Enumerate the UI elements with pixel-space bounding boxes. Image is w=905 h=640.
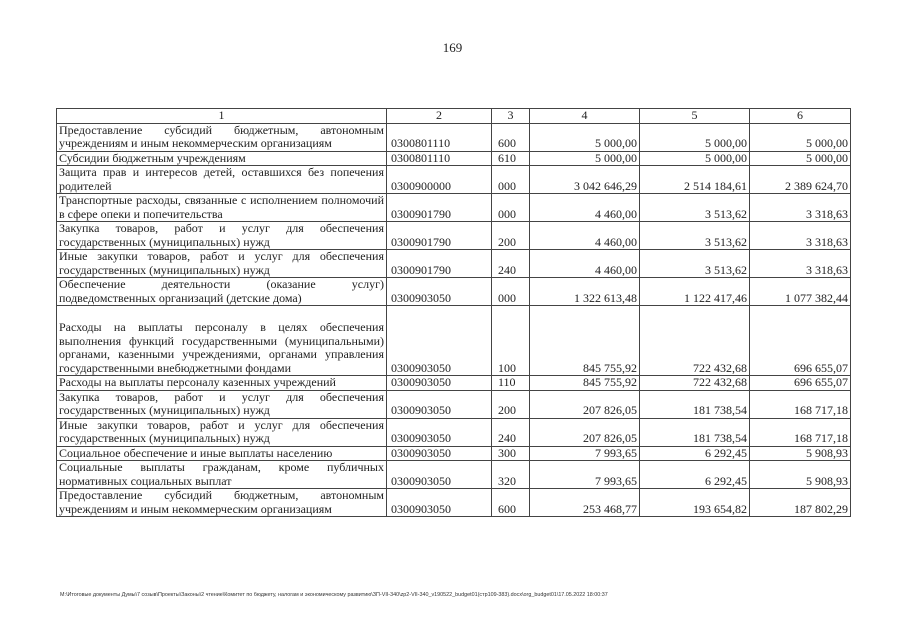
row-value-cell: 193 654,82 (640, 489, 750, 517)
row-value-cell: 2 514 184,61 (640, 166, 750, 194)
table-row (57, 166, 851, 194)
row-name-cell: Социальные выплаты гражданам, кроме публичных нормативных социальных выплат (57, 461, 387, 489)
row-code-cell: 0300901790 (387, 250, 492, 278)
table-row (57, 376, 851, 391)
row-value-cell: 3 513,62 (640, 194, 750, 222)
row-name-cell: Транспортные расходы, связанные с исполнением полномочий в сфере опеки и попечительства (57, 194, 387, 222)
row-value-cell: 3 042 646,29 (530, 166, 640, 194)
row-value-cell: 168 717,18 (750, 418, 851, 446)
header-cell: 2 (387, 109, 492, 124)
table-row (57, 390, 851, 418)
table-row (57, 461, 851, 489)
row-value-cell: 5 000,00 (750, 123, 851, 151)
row-kvr-cell: 240 (492, 250, 530, 278)
row-value-cell: 845 755,92 (530, 306, 640, 376)
row-kvr-cell: 100 (492, 306, 530, 376)
budget-table (56, 108, 851, 517)
row-kvr-cell: 240 (492, 418, 530, 446)
row-kvr-cell: 600 (492, 123, 530, 151)
table-row (57, 151, 851, 166)
row-value-cell: 181 738,54 (640, 390, 750, 418)
row-name-cell: Иные закупки товаров, работ и услуг для обеспечения государственных (муниципальных) нужд (57, 250, 387, 278)
row-value-cell: 4 460,00 (530, 222, 640, 250)
table-header-row (57, 109, 851, 124)
row-kvr-cell: 300 (492, 446, 530, 461)
row-name-cell: Расходы на выплаты персоналу в целях обеспечения выполнения функций государственными (муниципальными) органами, казенными учреждениями, органами управления государственными внебюджетными фондами (57, 306, 387, 376)
row-value-cell: 722 432,68 (640, 376, 750, 391)
header-cell: 1 (57, 109, 387, 124)
row-value-cell: 696 655,07 (750, 376, 851, 391)
row-kvr-cell: 320 (492, 461, 530, 489)
row-code-cell: 0300903050 (387, 278, 492, 306)
row-value-cell: 7 993,65 (530, 461, 640, 489)
table-row (57, 489, 851, 517)
row-value-cell: 168 717,18 (750, 390, 851, 418)
row-value-cell: 3 318,63 (750, 222, 851, 250)
row-kvr-cell: 610 (492, 151, 530, 166)
table-row (57, 194, 851, 222)
table-row (57, 250, 851, 278)
row-value-cell: 253 468,77 (530, 489, 640, 517)
table-row (57, 123, 851, 151)
row-code-cell: 0300903050 (387, 418, 492, 446)
row-code-cell: 0300903050 (387, 446, 492, 461)
row-kvr-cell: 000 (492, 194, 530, 222)
row-code-cell: 0300801110 (387, 123, 492, 151)
file-path-footer: M:\Итоговые документы Думы\7 созыв\Проекты\Законы\2 чтение\Комитет по бюджету, налогам и экономическому развитию\ЗП-VII-340\zp2-VII-340_v190522_budget01(стр109-383).docx\org_budget01\17.05.2022 18:00:37 (60, 592, 608, 598)
row-value-cell: 1 322 613,48 (530, 278, 640, 306)
row-code-cell: 0300900000 (387, 166, 492, 194)
header-cell: 4 (530, 109, 640, 124)
row-value-cell: 5 000,00 (530, 123, 640, 151)
row-name-cell: Субсидии бюджетным учреждениям (57, 151, 387, 166)
row-value-cell: 1 122 417,46 (640, 278, 750, 306)
row-name-cell: Закупка товаров, работ и услуг для обеспечения государственных (муниципальных) нужд (57, 390, 387, 418)
row-code-cell: 0300903050 (387, 306, 492, 376)
row-value-cell: 187 802,29 (750, 489, 851, 517)
row-value-cell: 3 318,63 (750, 250, 851, 278)
row-value-cell: 845 755,92 (530, 376, 640, 391)
row-code-cell: 0300901790 (387, 194, 492, 222)
row-name-cell: Закупка товаров, работ и услуг для обеспечения государственных (муниципальных) нужд (57, 222, 387, 250)
row-kvr-cell: 110 (492, 376, 530, 391)
row-value-cell: 5 908,93 (750, 446, 851, 461)
row-value-cell: 6 292,45 (640, 446, 750, 461)
row-value-cell: 2 389 624,70 (750, 166, 851, 194)
header-cell: 5 (640, 109, 750, 124)
row-name-cell: Расходы на выплаты персоналу казенных учреждений (57, 376, 387, 391)
row-value-cell: 722 432,68 (640, 306, 750, 376)
row-value-cell: 6 292,45 (640, 461, 750, 489)
row-value-cell: 7 993,65 (530, 446, 640, 461)
row-name-cell: Социальное обеспечение и иные выплаты населению (57, 446, 387, 461)
row-value-cell: 5 000,00 (750, 151, 851, 166)
table-row (57, 446, 851, 461)
row-kvr-cell: 000 (492, 278, 530, 306)
header-cell: 3 (492, 109, 530, 124)
row-kvr-cell: 000 (492, 166, 530, 194)
row-name-cell: Иные закупки товаров, работ и услуг для обеспечения государственных (муниципальных) нужд (57, 418, 387, 446)
row-value-cell: 4 460,00 (530, 250, 640, 278)
row-value-cell: 181 738,54 (640, 418, 750, 446)
row-code-cell: 0300903050 (387, 489, 492, 517)
header-cell: 6 (750, 109, 851, 124)
table-row (57, 306, 851, 376)
row-value-cell: 1 077 382,44 (750, 278, 851, 306)
row-value-cell: 5 000,00 (640, 123, 750, 151)
row-code-cell: 0300903050 (387, 376, 492, 391)
row-code-cell: 0300903050 (387, 390, 492, 418)
table-row (57, 222, 851, 250)
table-row (57, 418, 851, 446)
row-value-cell: 5 000,00 (530, 151, 640, 166)
row-value-cell: 3 318,63 (750, 194, 851, 222)
row-value-cell: 4 460,00 (530, 194, 640, 222)
row-kvr-cell: 600 (492, 489, 530, 517)
row-name-cell: Предоставление субсидий бюджетным, автономным учреждениям и иным некоммерческим организациям (57, 123, 387, 151)
row-value-cell: 5 908,93 (750, 461, 851, 489)
row-kvr-cell: 200 (492, 390, 530, 418)
row-value-cell: 3 513,62 (640, 222, 750, 250)
row-value-cell: 207 826,05 (530, 418, 640, 446)
row-code-cell: 0300901790 (387, 222, 492, 250)
row-name-cell: Обеспечение деятельности (оказание услуг) подведомственных организаций (детские дома) (57, 278, 387, 306)
row-code-cell: 0300903050 (387, 461, 492, 489)
row-kvr-cell: 200 (492, 222, 530, 250)
row-value-cell: 3 513,62 (640, 250, 750, 278)
row-code-cell: 0300801110 (387, 151, 492, 166)
page-number: 169 (442, 40, 463, 55)
row-name-cell: Предоставление субсидий бюджетным, автономным учреждениям и иным некоммерческим организациям (57, 489, 387, 517)
row-value-cell: 5 000,00 (640, 151, 750, 166)
table-row (57, 278, 851, 306)
row-value-cell: 696 655,07 (750, 306, 851, 376)
row-value-cell: 207 826,05 (530, 390, 640, 418)
row-name-cell: Защита прав и интересов детей, оставшихся без попечения родителей (57, 166, 387, 194)
